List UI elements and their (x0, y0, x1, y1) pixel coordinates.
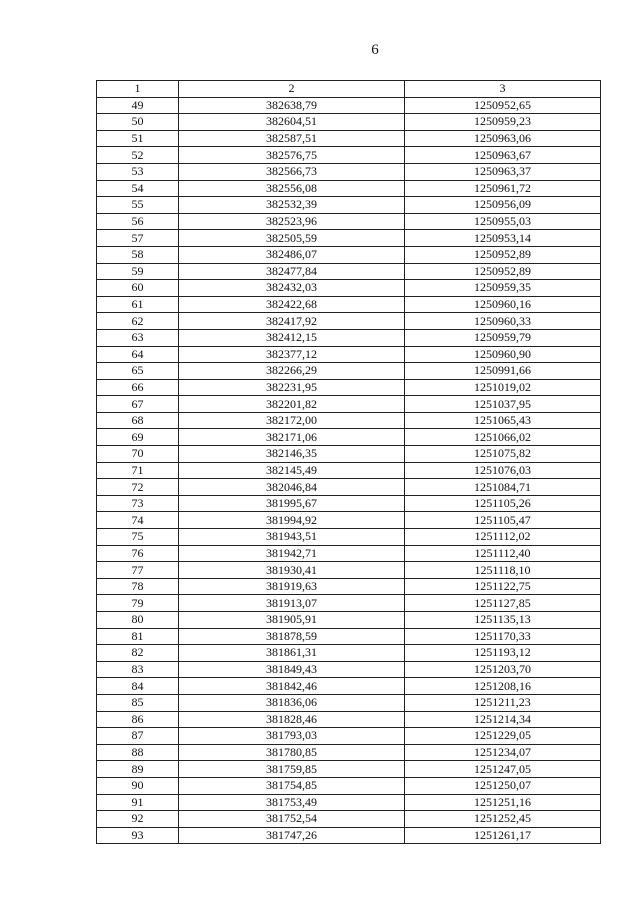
x-coordinate-cell: 382231,95 (179, 379, 405, 396)
x-coordinate-cell: 381878,59 (179, 628, 405, 645)
table-row (97, 97, 601, 114)
y-coordinate-cell: 1250952,89 (405, 263, 601, 280)
point-number-cell: 56 (97, 213, 179, 230)
y-coordinate-cell: 1251250,07 (405, 777, 601, 794)
x-coordinate-cell: 382377,12 (179, 346, 405, 363)
point-number-cell: 71 (97, 462, 179, 479)
x-coordinate-cell: 382486,07 (179, 246, 405, 263)
y-coordinate-cell: 1251214,34 (405, 711, 601, 728)
x-coordinate-cell: 382604,51 (179, 114, 405, 131)
y-coordinate-cell: 1251122,75 (405, 578, 601, 595)
y-coordinate-cell: 1250956,09 (405, 197, 601, 214)
table-row (97, 280, 601, 297)
point-number-cell: 87 (97, 728, 179, 745)
table-row (97, 429, 601, 446)
x-coordinate-cell: 382145,49 (179, 462, 405, 479)
column-header-point-number: 1 (97, 81, 179, 98)
point-number-cell: 78 (97, 578, 179, 595)
y-coordinate-cell: 1251066,02 (405, 429, 601, 446)
table-row (97, 479, 601, 496)
table-row (97, 180, 601, 197)
point-number-cell: 53 (97, 163, 179, 180)
x-coordinate-cell: 381913,07 (179, 595, 405, 612)
point-number-cell: 79 (97, 595, 179, 612)
table-row (97, 296, 601, 313)
point-number-cell: 92 (97, 811, 179, 828)
y-coordinate-cell: 1251019,02 (405, 379, 601, 396)
y-coordinate-cell: 1251127,85 (405, 595, 601, 612)
point-number-cell: 49 (97, 97, 179, 114)
point-number-cell: 72 (97, 479, 179, 496)
table-row (97, 495, 601, 512)
table-row (97, 678, 601, 695)
x-coordinate-cell: 381747,26 (179, 827, 405, 844)
point-number-cell: 83 (97, 661, 179, 678)
table-row (97, 728, 601, 745)
table-row (97, 777, 601, 794)
y-coordinate-cell: 1251084,71 (405, 479, 601, 496)
y-coordinate-cell: 1251105,26 (405, 495, 601, 512)
point-number-cell: 93 (97, 827, 179, 844)
y-coordinate-cell: 1250960,33 (405, 313, 601, 330)
point-number-cell: 50 (97, 114, 179, 131)
x-coordinate-cell: 382532,39 (179, 197, 405, 214)
point-number-cell: 75 (97, 529, 179, 546)
table-row (97, 412, 601, 429)
point-number-cell: 69 (97, 429, 179, 446)
x-coordinate-cell: 381828,46 (179, 711, 405, 728)
table-row (97, 811, 601, 828)
x-coordinate-cell: 382266,29 (179, 363, 405, 380)
y-coordinate-cell: 1251261,17 (405, 827, 601, 844)
y-coordinate-cell: 1251211,23 (405, 694, 601, 711)
table-row (97, 794, 601, 811)
x-coordinate-cell: 382172,00 (179, 412, 405, 429)
x-coordinate-cell: 381793,03 (179, 728, 405, 745)
y-coordinate-cell: 1250960,16 (405, 296, 601, 313)
x-coordinate-cell: 382556,08 (179, 180, 405, 197)
y-coordinate-cell: 1250963,37 (405, 163, 601, 180)
point-number-cell: 86 (97, 711, 179, 728)
point-number-cell: 54 (97, 180, 179, 197)
x-coordinate-cell: 382477,84 (179, 263, 405, 280)
x-coordinate-cell: 382146,35 (179, 446, 405, 463)
y-coordinate-cell: 1250955,03 (405, 213, 601, 230)
y-coordinate-cell: 1251112,40 (405, 545, 601, 562)
table-row (97, 346, 601, 363)
table-row (97, 827, 601, 844)
y-coordinate-cell: 1251075,82 (405, 446, 601, 463)
x-coordinate-cell: 381995,67 (179, 495, 405, 512)
x-coordinate-cell: 382422,68 (179, 296, 405, 313)
table-row (97, 562, 601, 579)
x-coordinate-cell: 381942,71 (179, 545, 405, 562)
column-header-y: 3 (405, 81, 601, 98)
point-number-cell: 52 (97, 147, 179, 164)
y-coordinate-cell: 1251112,02 (405, 529, 601, 546)
x-coordinate-cell: 381861,31 (179, 645, 405, 662)
table-row (97, 363, 601, 380)
point-number-cell: 74 (97, 512, 179, 529)
table-header-row (97, 81, 601, 98)
x-coordinate-cell: 381780,85 (179, 744, 405, 761)
table-row (97, 462, 601, 479)
x-coordinate-cell: 382171,06 (179, 429, 405, 446)
y-coordinate-cell: 1251193,12 (405, 645, 601, 662)
point-number-cell: 68 (97, 412, 179, 429)
y-coordinate-cell: 1251234,07 (405, 744, 601, 761)
point-number-cell: 70 (97, 446, 179, 463)
table-row (97, 130, 601, 147)
table-row (97, 329, 601, 346)
table-row (97, 761, 601, 778)
point-number-cell: 82 (97, 645, 179, 662)
point-number-cell: 88 (97, 744, 179, 761)
y-coordinate-cell: 1251076,03 (405, 462, 601, 479)
table-row (97, 628, 601, 645)
table-row (97, 744, 601, 761)
y-coordinate-cell: 1251135,13 (405, 612, 601, 629)
table-row (97, 163, 601, 180)
x-coordinate-cell: 381759,85 (179, 761, 405, 778)
page-number: 6 (371, 42, 379, 58)
x-coordinate-cell: 381753,49 (179, 794, 405, 811)
y-coordinate-cell: 1250959,79 (405, 329, 601, 346)
x-coordinate-cell: 381752,54 (179, 811, 405, 828)
point-number-cell: 64 (97, 346, 179, 363)
x-coordinate-cell: 382432,03 (179, 280, 405, 297)
table-row (97, 578, 601, 595)
table-row (97, 197, 601, 214)
y-coordinate-cell: 1250991,66 (405, 363, 601, 380)
x-coordinate-cell: 381754,85 (179, 777, 405, 794)
point-number-cell: 59 (97, 263, 179, 280)
point-number-cell: 85 (97, 694, 179, 711)
y-coordinate-cell: 1250953,14 (405, 230, 601, 247)
table-row (97, 114, 601, 131)
y-coordinate-cell: 1251229,05 (405, 728, 601, 745)
x-coordinate-cell: 382412,15 (179, 329, 405, 346)
point-number-cell: 84 (97, 678, 179, 695)
point-number-cell: 51 (97, 130, 179, 147)
point-number-cell: 55 (97, 197, 179, 214)
x-coordinate-cell: 382523,96 (179, 213, 405, 230)
point-number-cell: 62 (97, 313, 179, 330)
x-coordinate-cell: 381836,06 (179, 694, 405, 711)
point-number-cell: 76 (97, 545, 179, 562)
table-row (97, 612, 601, 629)
x-coordinate-cell: 381943,51 (179, 529, 405, 546)
table-row (97, 529, 601, 546)
point-number-cell: 80 (97, 612, 179, 629)
coordinates-table (96, 80, 601, 844)
y-coordinate-cell: 1251251,16 (405, 794, 601, 811)
table-row (97, 545, 601, 562)
table-row (97, 645, 601, 662)
y-coordinate-cell: 1250952,65 (405, 97, 601, 114)
y-coordinate-cell: 1250963,06 (405, 130, 601, 147)
y-coordinate-cell: 1250959,23 (405, 114, 601, 131)
y-coordinate-cell: 1251252,45 (405, 811, 601, 828)
x-coordinate-cell: 381930,41 (179, 562, 405, 579)
y-coordinate-cell: 1251037,95 (405, 396, 601, 413)
x-coordinate-cell: 381849,43 (179, 661, 405, 678)
x-coordinate-cell: 382417,92 (179, 313, 405, 330)
table-row (97, 512, 601, 529)
y-coordinate-cell: 1251065,43 (405, 412, 601, 429)
x-coordinate-cell: 381842,46 (179, 678, 405, 695)
table-row (97, 263, 601, 280)
x-coordinate-cell: 382566,73 (179, 163, 405, 180)
y-coordinate-cell: 1251247,05 (405, 761, 601, 778)
y-coordinate-cell: 1250960,90 (405, 346, 601, 363)
x-coordinate-cell: 382201,82 (179, 396, 405, 413)
table-row (97, 694, 601, 711)
y-coordinate-cell: 1250961,72 (405, 180, 601, 197)
point-number-cell: 65 (97, 363, 179, 380)
point-number-cell: 67 (97, 396, 179, 413)
x-coordinate-cell: 382505,59 (179, 230, 405, 247)
y-coordinate-cell: 1250963,67 (405, 147, 601, 164)
x-coordinate-cell: 382638,79 (179, 97, 405, 114)
y-coordinate-cell: 1251208,16 (405, 678, 601, 695)
point-number-cell: 61 (97, 296, 179, 313)
column-header-x: 2 (179, 81, 405, 98)
x-coordinate-cell: 381994,92 (179, 512, 405, 529)
x-coordinate-cell: 382587,51 (179, 130, 405, 147)
y-coordinate-cell: 1251203,70 (405, 661, 601, 678)
table-row (97, 147, 601, 164)
table-row (97, 711, 601, 728)
point-number-cell: 90 (97, 777, 179, 794)
x-coordinate-cell: 382576,75 (179, 147, 405, 164)
point-number-cell: 73 (97, 495, 179, 512)
y-coordinate-cell: 1250952,89 (405, 246, 601, 263)
point-number-cell: 63 (97, 329, 179, 346)
point-number-cell: 66 (97, 379, 179, 396)
point-number-cell: 57 (97, 230, 179, 247)
table-row (97, 230, 601, 247)
point-number-cell: 89 (97, 761, 179, 778)
point-number-cell: 58 (97, 246, 179, 263)
table-row (97, 595, 601, 612)
table-row (97, 661, 601, 678)
point-number-cell: 77 (97, 562, 179, 579)
point-number-cell: 60 (97, 280, 179, 297)
y-coordinate-cell: 1251105,47 (405, 512, 601, 529)
y-coordinate-cell: 1251118,10 (405, 562, 601, 579)
y-coordinate-cell: 1250959,35 (405, 280, 601, 297)
x-coordinate-cell: 381905,91 (179, 612, 405, 629)
x-coordinate-cell: 381919,63 (179, 578, 405, 595)
point-number-cell: 91 (97, 794, 179, 811)
table-row (97, 396, 601, 413)
table-row (97, 446, 601, 463)
table-row (97, 313, 601, 330)
y-coordinate-cell: 1251170,33 (405, 628, 601, 645)
x-coordinate-cell: 382046,84 (179, 479, 405, 496)
point-number-cell: 81 (97, 628, 179, 645)
table-row (97, 379, 601, 396)
table-row (97, 213, 601, 230)
table-row (97, 246, 601, 263)
